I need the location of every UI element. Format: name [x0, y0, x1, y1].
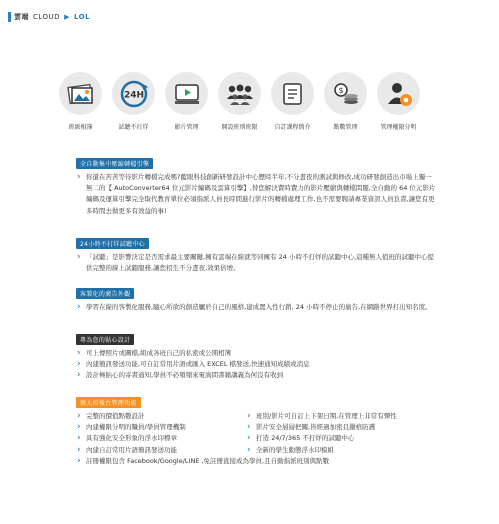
brand-cloud: CLOUD	[33, 13, 61, 21]
feature-course-intro	[266, 72, 319, 131]
section-thoughtful-design	[76, 327, 436, 382]
group-class-icon	[218, 72, 261, 115]
brand-bar	[8, 12, 11, 22]
section-tag: 客製化的廣告外觀	[76, 288, 134, 299]
section-tag: 強大的後台管理功能	[76, 397, 141, 408]
section-trial-center	[76, 231, 436, 274]
list-item: › 全新的學生動態浮水印模組	[246, 445, 446, 456]
section-auto-convert	[76, 151, 436, 217]
section-backend-management	[76, 390, 476, 467]
list-item: › 註冊權限包含 Facebook/Google/LINE ,免註冊直接成為學員,且自動指派班別與點數	[76, 456, 476, 467]
list-item: › 內建自訂常用片語簡訊發送功能	[76, 445, 246, 456]
feature-class-album	[54, 72, 107, 131]
list-item: › 完整的價值點數設計	[76, 411, 246, 422]
feature-label: 班級相簿	[68, 124, 93, 131]
svg-text:24H: 24H	[123, 90, 144, 100]
feature-icons	[54, 72, 425, 131]
paragraph: › 「試聽」是影響決定是否需求最主要關鍵,擁有雲端在線就等同擁有 24 小時不打烊的試聽中心,這種無人值班的試聽中心提供完整的線上試聽服務,讓您招生不分晝夜,效果倍增。	[76, 252, 436, 274]
feature-admin-permission	[372, 72, 425, 131]
course-intro-icon	[271, 72, 314, 115]
section-tag: 24小時不打烊試聽中心	[76, 238, 149, 249]
feature-label: 管理權限分明	[380, 124, 417, 131]
list-item: › 具有強化安全形象的浮水印標章	[76, 433, 246, 444]
product-name: LOL	[73, 13, 91, 21]
list-item: › 可上傳照片或圖檔,組成各班自己的私密或公開相簿	[76, 348, 436, 359]
feature-label: 開設班別班限	[221, 124, 258, 131]
list-item: › 打造 24/7/365 不打烊的試聽中心	[246, 433, 446, 444]
paragraph: › 學習在線的客製化服務,隨心所欲的創造屬於自己的風格,建成置入性行銷, 24 小時不停止的廣告,在網路世界打出知名度。	[76, 302, 436, 313]
points-coins-icon	[324, 72, 367, 115]
section-custom-ads	[76, 281, 436, 313]
paragraph: › 你還在苦苦等待影片轉檔完成嗎?藍眼科技創新研發設計中心歷時半年,不分晝夜的測試與修改,成功研發創造出市場上獨一無二的【 AutoConverter64 位元影片編碼及雲算引擎】,替您解決費時費力的影片壓縮與轉檔問題,全自動的 64 位元影片編碼及運算引擎完全取代教育單位必須指派人員長時間進行影片的轉檔處理工作,也不需要聘請專業資訊人員負責,讓您有更多時間去做更多有效益的事!	[76, 172, 436, 217]
section-tag: 專為您的貼心設計	[76, 334, 134, 345]
svg-text:$: $	[337, 85, 344, 95]
backend-feature-grid	[76, 411, 476, 456]
feature-points	[319, 72, 372, 131]
feature-label: 自訂課程簡介	[274, 124, 311, 131]
feature-label: 影片管理	[174, 124, 199, 131]
feature-group-class	[213, 72, 266, 131]
list-item: › 內建簡訊發送功能,可自訂常用片語或匯入 EXCEL 檔發送,快速通知成績或消息	[76, 359, 436, 370]
brand-name: 雲端	[14, 13, 29, 21]
list-item: › 設計極貼心的寄書通知,學員不必頻頻來電詢問書籍講義為何沒有收到	[76, 370, 436, 381]
feature-trial-24h	[107, 72, 160, 131]
list-item: › 影片安全層層把關,皆經過加密且嚴格防護	[246, 422, 446, 433]
feature-label: 試聽不打烊	[118, 124, 149, 131]
feature-video-management	[160, 72, 213, 131]
separator-arrow-icon: ▶	[64, 13, 70, 21]
photo-album-icon	[59, 72, 102, 115]
video-management-icon	[165, 72, 208, 115]
list-item: › 班別/影片可自訂上下架日期,在管理上非常有彈性	[246, 411, 446, 422]
admin-permission-icon	[377, 72, 420, 115]
section-tag: 全自動集中壓縮轉檔引擎	[76, 158, 153, 169]
24h-icon	[112, 72, 155, 115]
page-header	[8, 9, 90, 25]
feature-label: 點數管理	[333, 124, 358, 131]
list-item: › 內建權限分明的職員/學員管理機制	[76, 422, 246, 433]
